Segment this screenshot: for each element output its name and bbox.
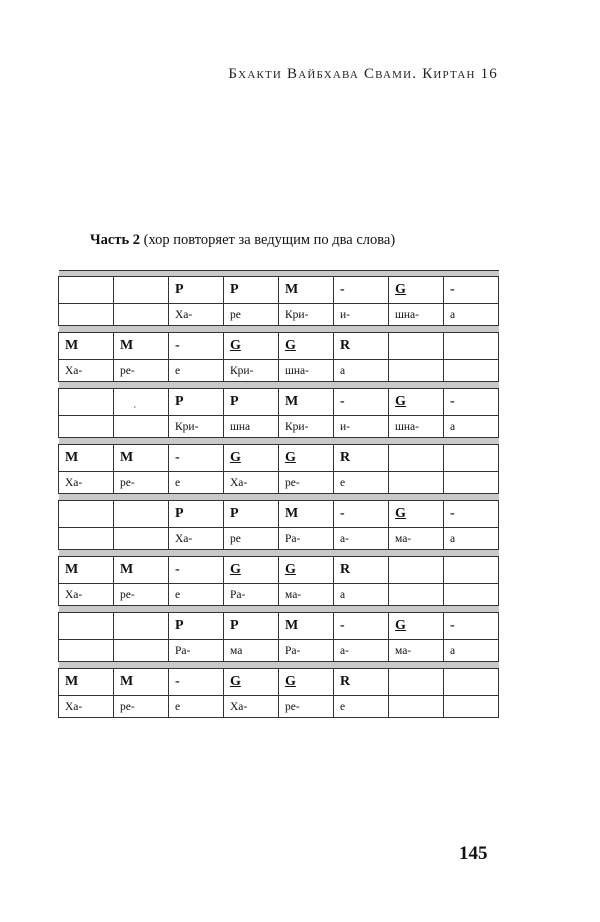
note-row [59,277,499,304]
syllable-cell [114,528,169,550]
syllable-cell [389,360,444,382]
note-cell: G [224,333,279,360]
section-title-rest: (хор повторяет за ведущим по два слова) [140,232,396,248]
syllable-cell: шна- [389,416,444,438]
note-cell [444,557,499,584]
note-cell [389,669,444,696]
row-separator [59,494,499,501]
running-header: Бхакти Вайбхава Свами. Киртан 16 [228,66,498,82]
syllable-cell: Ха- [224,472,279,494]
note-row [59,669,499,696]
note-cell: M [114,333,169,360]
syllable-cell [389,472,444,494]
note-cell: G [224,445,279,472]
syllable-cell: а [444,640,499,662]
syllable-cell [444,584,499,606]
syllable-row [59,416,499,438]
note-cell [114,501,169,528]
syllable-cell: Ра- [279,640,334,662]
row-separator [59,550,499,557]
note-cell: - [444,613,499,640]
syllable-cell: ре- [114,696,169,718]
note-cell: M [279,277,334,304]
syllable-cell: ре- [114,360,169,382]
note-cell: - [334,501,389,528]
syllable-cell: ма- [389,640,444,662]
syllable-cell: Ха- [224,696,279,718]
note-cell: P [169,613,224,640]
syllable-cell: шна- [279,360,334,382]
syllable-cell: Ра- [169,640,224,662]
syllable-row [59,528,499,550]
syllable-cell: е [334,696,389,718]
syllable-cell: шна- [389,304,444,326]
syllable-cell: а [334,360,389,382]
syllable-cell: шна [224,416,279,438]
note-cell: P [224,613,279,640]
note-cell: P [169,277,224,304]
row-separator [59,438,499,445]
note-row [59,613,499,640]
note-cell [114,277,169,304]
note-cell: - [444,501,499,528]
note-cell: M [279,501,334,528]
note-cell: - [334,613,389,640]
syllable-cell: Кри- [279,416,334,438]
note-cell: - [444,389,499,416]
note-cell [389,445,444,472]
note-cell: P [169,501,224,528]
syllable-cell: ма- [279,584,334,606]
note-cell: M [59,333,114,360]
note-cell: M [59,669,114,696]
syllable-cell [114,416,169,438]
note-cell: R [334,669,389,696]
note-cell [59,389,114,416]
syllable-row [59,640,499,662]
syllable-cell [59,528,114,550]
note-cell [59,277,114,304]
syllable-cell [444,696,499,718]
syllable-cell [114,304,169,326]
note-row [59,557,499,584]
note-row [59,389,499,416]
note-cell [59,501,114,528]
note-cell: - [169,333,224,360]
note-cell: M [59,445,114,472]
syllable-cell: ре [224,528,279,550]
note-row [59,445,499,472]
syllable-cell: Ха- [59,696,114,718]
syllable-cell: ре- [114,584,169,606]
note-cell [389,557,444,584]
note-cell: R [334,333,389,360]
note-cell [114,389,169,416]
syllable-cell: ре- [279,696,334,718]
syllable-cell: а [444,528,499,550]
row-separator [59,326,499,333]
syllable-row [59,304,499,326]
syllable-row [59,584,499,606]
syllable-cell [444,472,499,494]
note-cell [444,669,499,696]
syllable-cell: а [334,584,389,606]
note-row [59,501,499,528]
syllable-cell: е [169,584,224,606]
note-cell [59,613,114,640]
note-cell [389,333,444,360]
section-heading [90,232,395,249]
syllable-cell: ма- [389,528,444,550]
note-cell: - [444,277,499,304]
note-cell: P [224,501,279,528]
note-cell: P [169,389,224,416]
stray-mark: ´ [133,405,137,417]
note-cell: G [389,277,444,304]
syllable-cell: Ха- [59,584,114,606]
note-cell: G [389,389,444,416]
syllable-cell: ма [224,640,279,662]
note-cell: G [224,669,279,696]
syllable-cell: ре [224,304,279,326]
note-cell: - [334,277,389,304]
note-cell [114,613,169,640]
syllable-row [59,696,499,718]
syllable-cell: а- [334,528,389,550]
page-number: 145 [459,843,488,864]
note-cell: G [279,669,334,696]
note-cell: M [114,445,169,472]
syllable-cell: е [169,696,224,718]
syllable-row [59,360,499,382]
syllable-cell: ре- [279,472,334,494]
syllable-cell [59,640,114,662]
syllable-cell: а- [334,640,389,662]
syllable-cell: е [169,472,224,494]
syllable-cell: а [444,416,499,438]
syllable-cell: Ха- [59,472,114,494]
note-cell: M [59,557,114,584]
note-cell: G [389,501,444,528]
note-cell [444,445,499,472]
syllable-cell: ре- [114,472,169,494]
syllable-cell: Ра- [224,584,279,606]
note-cell: G [279,333,334,360]
row-separator [59,662,499,669]
syllable-cell: а [444,304,499,326]
note-cell: P [224,389,279,416]
note-cell: M [279,613,334,640]
section-title-bold: Часть 2 [90,232,140,248]
syllable-cell [114,640,169,662]
note-cell: G [389,613,444,640]
note-cell: P [224,277,279,304]
note-cell: - [169,445,224,472]
note-cell: R [334,445,389,472]
syllable-cell: Ра- [279,528,334,550]
syllable-cell: Кри- [224,360,279,382]
syllable-cell: и- [334,416,389,438]
note-cell: R [334,557,389,584]
syllable-cell: е [334,472,389,494]
note-cell: M [279,389,334,416]
syllable-cell: Ха- [169,304,224,326]
syllable-cell [444,360,499,382]
syllable-cell [59,416,114,438]
note-cell: G [279,445,334,472]
note-cell [444,333,499,360]
row-separator [59,382,499,389]
note-cell: M [114,669,169,696]
syllable-cell: Кри- [169,416,224,438]
syllable-cell [389,584,444,606]
syllable-row [59,472,499,494]
syllable-cell: Кри- [279,304,334,326]
note-cell: G [224,557,279,584]
syllable-cell [389,696,444,718]
syllable-cell: и- [334,304,389,326]
note-cell: - [334,389,389,416]
notation-table [58,270,499,718]
syllable-cell: Ха- [59,360,114,382]
syllable-cell: е [169,360,224,382]
syllable-cell [59,304,114,326]
note-cell: G [279,557,334,584]
note-row [59,333,499,360]
row-separator [59,606,499,613]
syllable-cell: Ха- [169,528,224,550]
note-cell: - [169,557,224,584]
note-cell: M [114,557,169,584]
note-cell: - [169,669,224,696]
